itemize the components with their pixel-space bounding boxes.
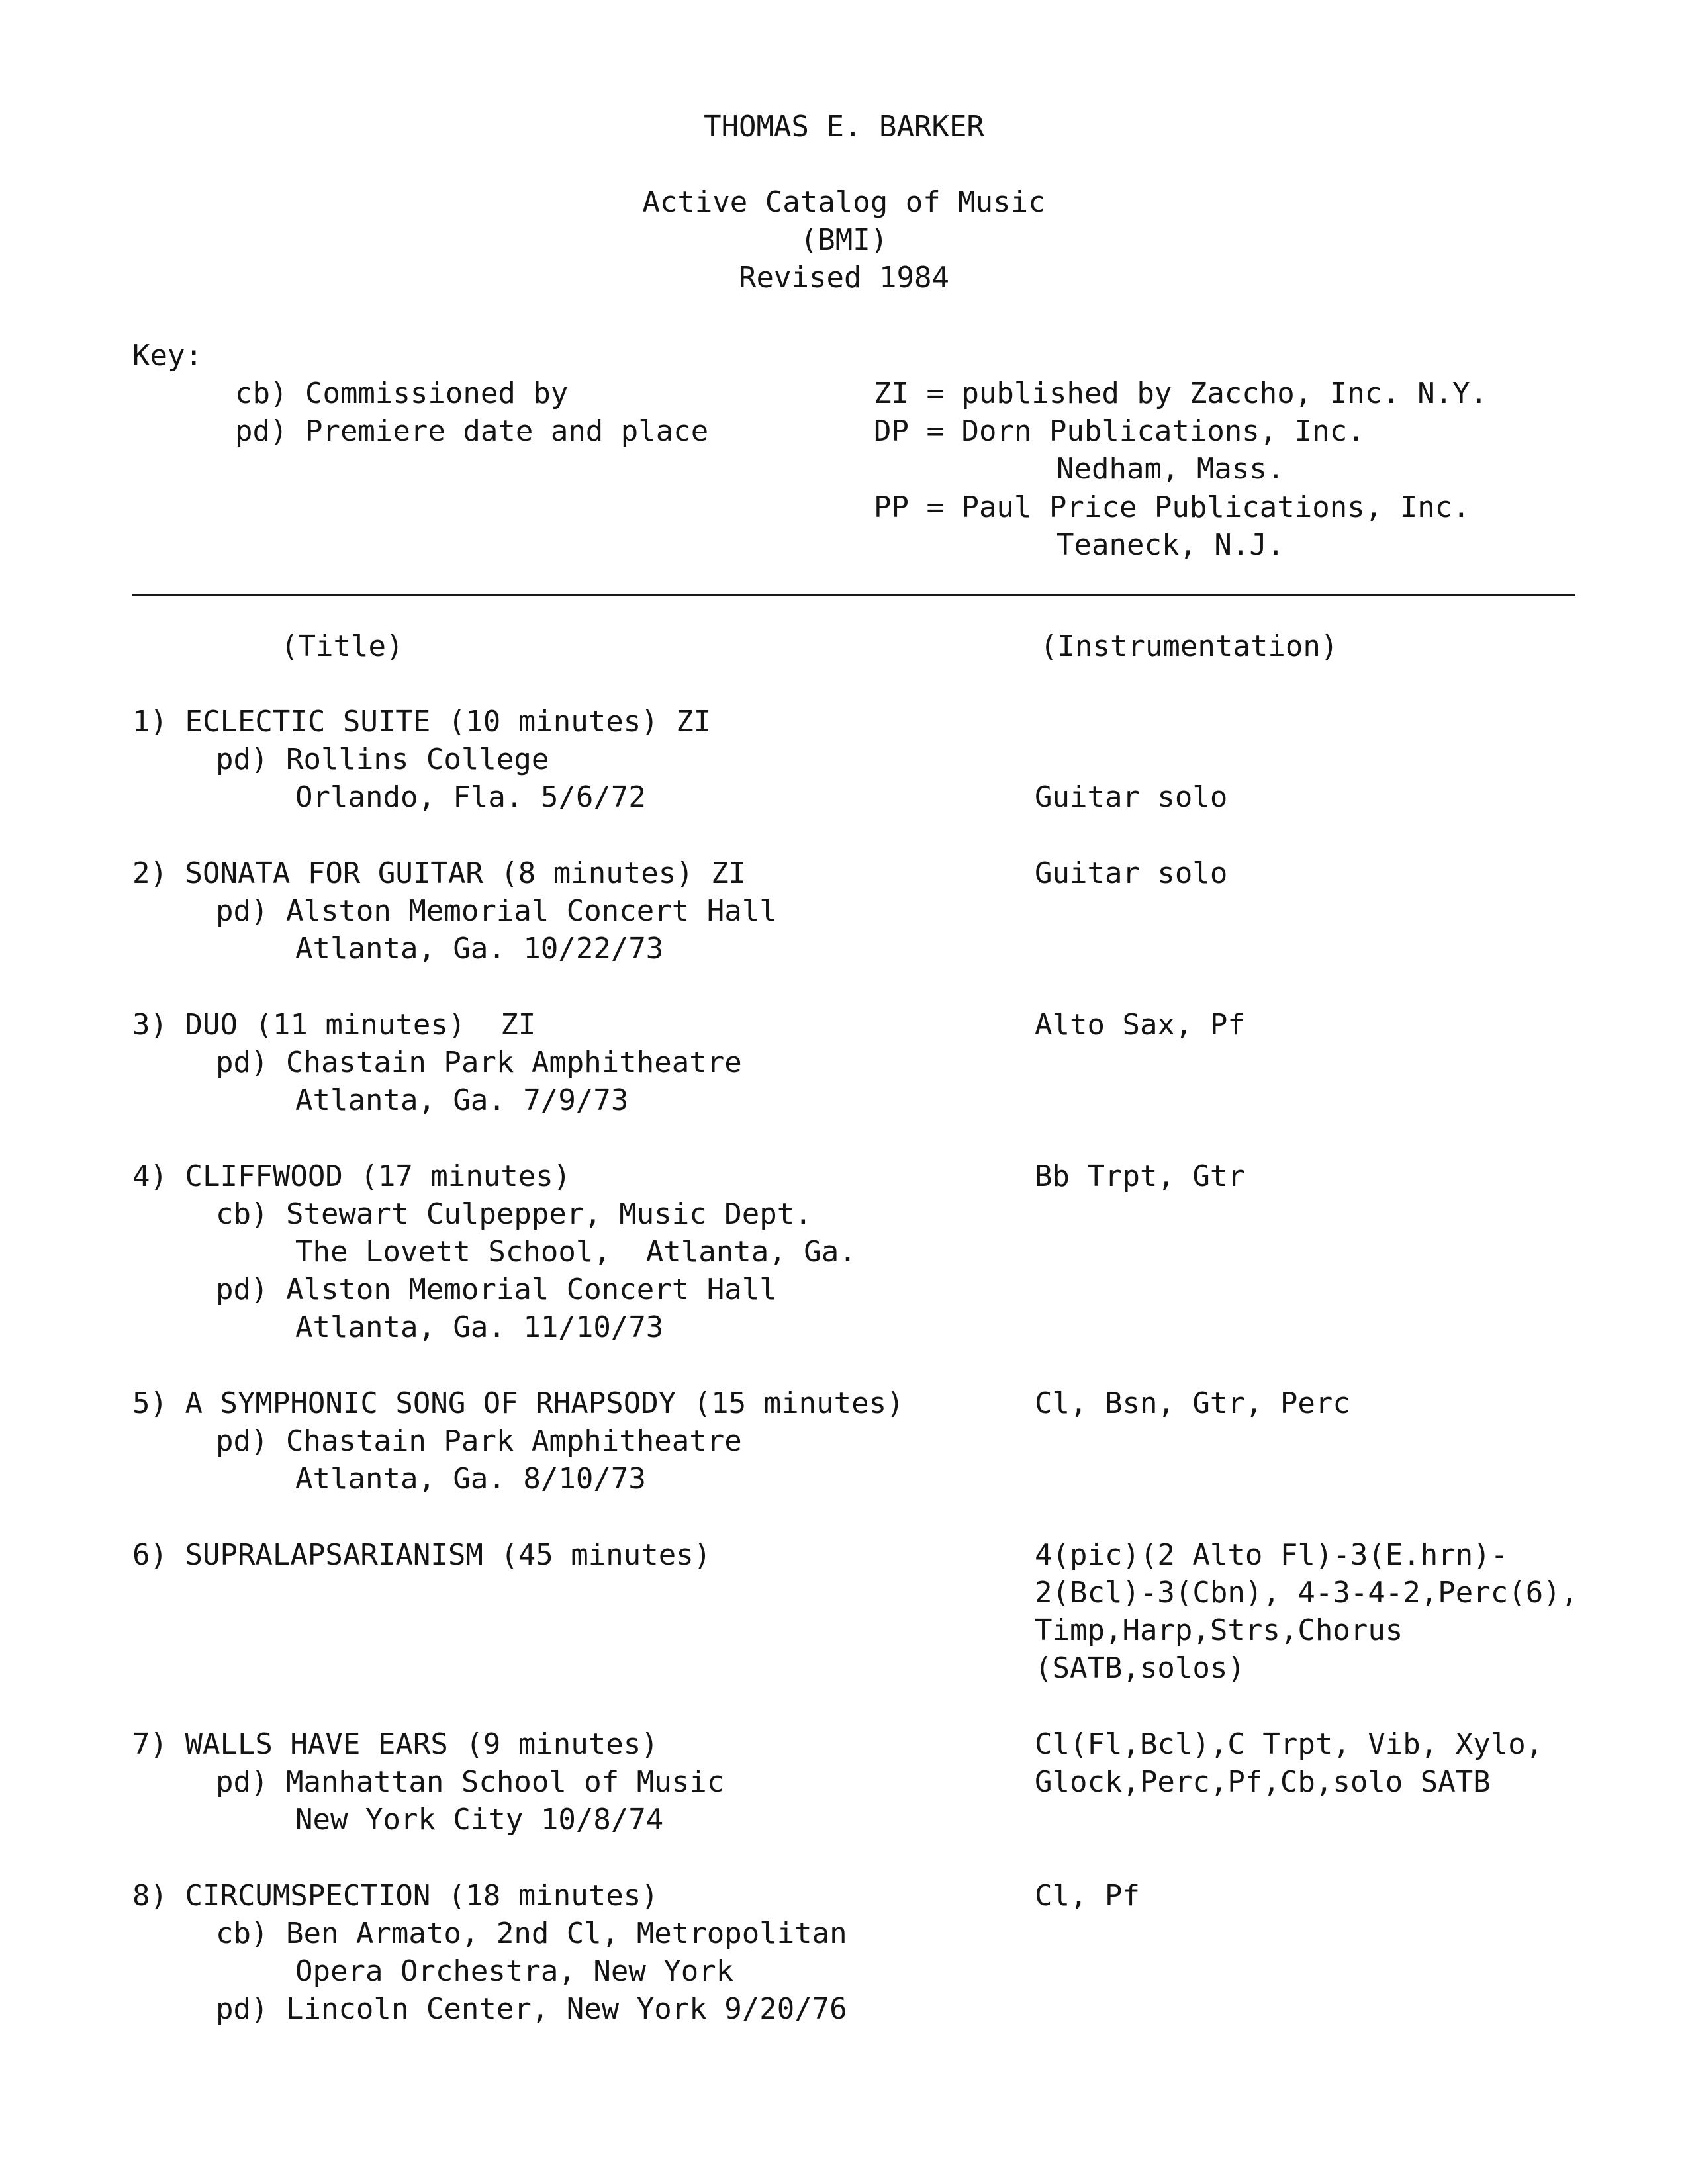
entry-8-title: 8) CIRCUMSPECTION (18 minutes) — [132, 1879, 659, 1913]
entry-7-premiere: pd) Manhattan School of Music — [216, 1765, 725, 1799]
catalog-revised: Revised 1984 — [739, 261, 949, 295]
entry-6-title: 6) SUPRALAPSARIANISM (45 minutes) — [132, 1538, 712, 1572]
entry-8-premiere: pd) Lincoln Center, New York 9/20/76 — [216, 1992, 847, 2026]
key-dp-definition: DP = Dorn Publications, Inc. — [874, 414, 1365, 448]
entry-6-instrumentation-line-4: (SATB,solos) — [1035, 1651, 1245, 1685]
entry-4-premiere: pd) Alston Memorial Concert Hall — [216, 1273, 777, 1306]
entry-8-instrumentation: Cl, Pf — [1035, 1879, 1140, 1913]
entry-8-commission-detail: Opera Orchestra, New York — [295, 1954, 734, 1988]
entry-3-premiere: pd) Chastain Park Amphitheatre — [216, 1046, 742, 1079]
entry-5-premiere-location: Atlanta, Ga. 8/10/73 — [295, 1462, 646, 1496]
entry-4-commission-detail: The Lovett School, Atlanta, Ga. — [295, 1235, 857, 1269]
catalog-org: (BMI) — [800, 223, 888, 257]
key-pp-location: Teaneck, N.J. — [1056, 528, 1285, 562]
key-pp-definition: PP = Paul Price Publications, Inc. — [874, 490, 1470, 524]
column-header-title: (Title) — [281, 629, 404, 663]
catalog-title: Active Catalog of Music — [642, 185, 1046, 219]
entry-5-premiere: pd) Chastain Park Amphitheatre — [216, 1424, 742, 1458]
entry-4-title: 4) CLIFFWOOD (17 minutes) — [132, 1160, 571, 1193]
entry-2-instrumentation: Guitar solo — [1035, 856, 1228, 890]
entry-2-title: 2) SONATA FOR GUITAR (8 minutes) ZI — [132, 856, 747, 890]
entry-2-premiere: pd) Alston Memorial Concert Hall — [216, 894, 777, 928]
entry-3-title: 3) DUO (11 minutes) ZI — [132, 1008, 536, 1042]
entry-6-instrumentation-line-1: 4(pic)(2 Alto Fl)-3(E.hrn)- — [1035, 1538, 1509, 1572]
divider-rule — [132, 594, 1575, 596]
entry-1-title: 1) ECLECTIC SUITE (10 minutes) ZI — [132, 705, 712, 739]
entry-1-premiere-location: Orlando, Fla. 5/6/72 — [295, 780, 646, 814]
column-header-instrumentation: (Instrumentation) — [1040, 629, 1338, 663]
entry-3-premiere-location: Atlanta, Ga. 7/9/73 — [295, 1083, 629, 1117]
entry-5-title: 5) A SYMPHONIC SONG OF RHAPSODY (15 minutes) — [132, 1387, 904, 1420]
entry-4-commission: cb) Stewart Culpepper, Music Dept. — [216, 1197, 812, 1231]
entry-7-premiere-location: New York City 10/8/74 — [295, 1803, 664, 1837]
entry-4-instrumentation: Bb Trpt, Gtr — [1035, 1160, 1245, 1193]
key-dp-location: Nedham, Mass. — [1056, 452, 1285, 486]
composer-name: THOMAS E. BARKER — [704, 110, 984, 144]
entry-1-instrumentation: Guitar solo — [1035, 780, 1228, 814]
entry-1-premiere: pd) Rollins College — [216, 743, 549, 776]
key-zi-definition: ZI = published by Zaccho, Inc. N.Y. — [874, 377, 1488, 410]
entry-7-instrumentation-line-2: Glock,Perc,Pf,Cb,solo SATB — [1035, 1765, 1491, 1799]
entry-6-instrumentation-line-3: Timp,Harp,Strs,Chorus — [1035, 1614, 1403, 1647]
key-label: Key: — [132, 339, 203, 373]
entry-7-title: 7) WALLS HAVE EARS (9 minutes) — [132, 1727, 659, 1761]
entry-4-premiere-location: Atlanta, Ga. 11/10/73 — [295, 1310, 664, 1344]
entry-6-instrumentation-line-2: 2(Bcl)-3(Cbn), 4-3-4-2,Perc(6), — [1035, 1576, 1579, 1610]
key-pd-definition: pd) Premiere date and place — [235, 414, 709, 448]
entry-8-commission: cb) Ben Armato, 2nd Cl, Metropolitan — [216, 1917, 847, 1950]
key-cb-definition: cb) Commissioned by — [235, 377, 569, 410]
entry-7-instrumentation-line-1: Cl(Fl,Bcl),C Trpt, Vib, Xylo, — [1035, 1727, 1544, 1761]
entry-3-instrumentation: Alto Sax, Pf — [1035, 1008, 1245, 1042]
entry-5-instrumentation: Cl, Bsn, Gtr, Perc — [1035, 1387, 1350, 1420]
entry-2-premiere-location: Atlanta, Ga. 10/22/73 — [295, 932, 664, 966]
